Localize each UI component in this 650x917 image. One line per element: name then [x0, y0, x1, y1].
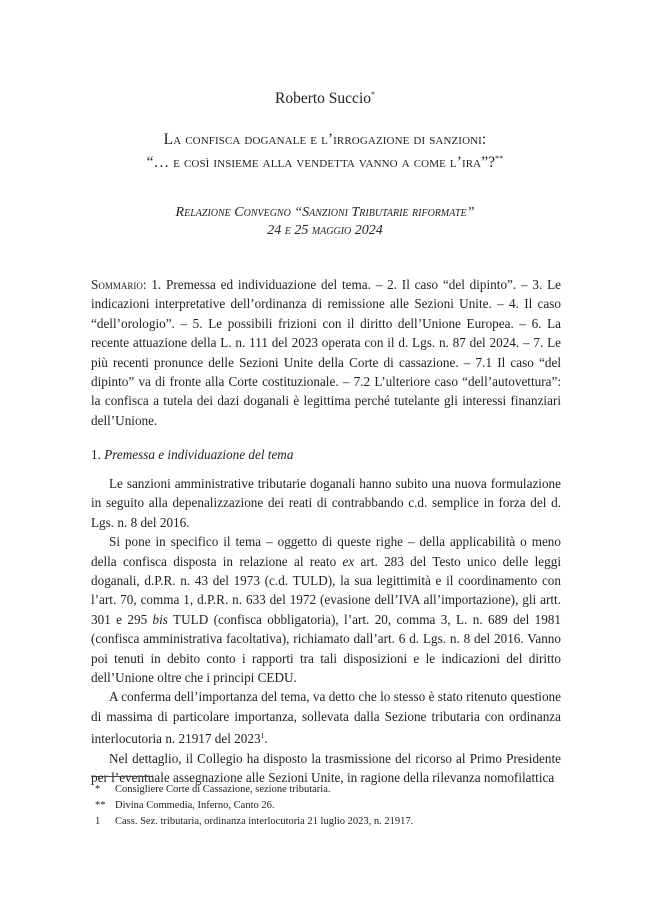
- footnote-divider: [91, 776, 153, 777]
- footnote-mark: *: [95, 784, 101, 795]
- title-footnote-mark[interactable]: **: [495, 154, 504, 163]
- author-text: Roberto Succio: [275, 90, 371, 107]
- p2-part-b: art. 283 del Testo unico delle leggi doganali, d.P.R. n. 43 del 1973 (c.d. TULD), la sua legittimità e il coordinamento con l’art. 70, comma 1, d.P.R. n. 633 del 1972 (evasione dell’IVA all’importazione), gli artt. 301 e 295: [91, 553, 561, 627]
- title-line-2-text: “… e così insieme alla vendetta vanno a come l’ira”?: [146, 154, 496, 171]
- footnote-text: Divina Commedia, Inferno, Canto 26.: [115, 800, 275, 811]
- p2-part-c: TULD (confisca obbligatoria), l’art. 20, comma 3, L. n. 689 del 1981 (confisca amministrativa facoltativa), richiamato dall’art. 6 d. Lgs. n. 8 del 2016. Vanno poi tenuti in debito conto i rapporti tra tali disposizioni e le indicazioni del diritto dell’Unione oltre che i principi CEDU.: [91, 611, 561, 686]
- p2-ex-italic: ex: [342, 553, 355, 569]
- body-paragraph-4: Nel dettaglio, il Collegio ha disposto la trasmissione del ricorso al Primo Presidente per l’eventuale assegnazione alle Sezioni Unite, in ragione della rilevanza nomofilattica: [91, 750, 561, 786]
- p2-part-a: Si pone in specifico il tema – oggetto di queste righe – della applicabilità o meno della confisca disposta in relazione al reato: [91, 534, 561, 569]
- footnotes: [91, 782, 561, 830]
- body-paragraph-1: Le sanzioni amministrative tributarie doganali hanno subito una nuova formulazione in seguito alla depenalizzazione dei reati di contrabbando c.d. semplice in forza del d. Lgs. n. 8 del 2016.: [91, 476, 561, 530]
- title-line-2: [40, 149, 610, 172]
- summary-text: : 1. Premessa ed individuazione del tema. – 2. Il caso “del dipinto”. – 3. Le indicazioni interpretative dell’ordinanza di remissione alle Sezioni Unite. – 4. Il caso “dell’orologio”. – 5. Le possibili frizioni con il diritto dell’Unione Europea. – 6. La recente attuazione della L. n. 111 del 2023 operata con il d. Lgs. n. 87 del 2024. – 7. Le più recenti pronunce delle Sezioni Unite della Corte di cassazione. – 7.1 Il caso “del dipinto” va di fronte alla Corte costituzionale. – 7.2 L’ulteriore caso “dell’autovettura”: la confisca a tutela dei dazi doganali è legittima perché tutelante gli interessi finanziari dell’Unione.: [91, 277, 561, 428]
- summary-label: Sommario: [91, 277, 143, 292]
- section-number: 1.: [91, 447, 101, 462]
- subtitle-line-2: 24 e 25 maggio 2024: [267, 223, 383, 238]
- author-name: [0, 90, 650, 108]
- footnote-ref-1[interactable]: 1: [260, 731, 265, 741]
- footnote-mark: **: [95, 800, 106, 811]
- p3-text: A conferma dell’importanza del tema, va detto che lo stesso è stato ritenuto questione di massima di particolare importanza, sollevata dalla Sezione tributaria con ordinanza interlocutoria n. 21917 del 2023: [91, 689, 561, 747]
- body-text: [91, 474, 561, 788]
- summary-paragraph: [91, 275, 561, 430]
- author-footnote-mark[interactable]: *: [371, 90, 375, 99]
- p3-end: .: [264, 731, 268, 747]
- subtitle-line-1: Relazione Convegno “Sanzioni Tributarie riformate”: [175, 205, 475, 220]
- footnote-item: [91, 798, 561, 814]
- footnote-item: [91, 782, 561, 798]
- article-subtitle: [40, 204, 610, 240]
- p2-bis-italic: bis: [152, 611, 168, 627]
- section-title-text: Premessa e individuazione del tema: [104, 447, 294, 462]
- article-title: [40, 130, 610, 172]
- body-paragraph-2: [91, 532, 561, 687]
- footnote-mark: 1: [95, 816, 101, 827]
- footnote-text: Consigliere Corte di Cassazione, sezione tributaria.: [115, 784, 331, 795]
- section-heading: [91, 446, 561, 464]
- body-paragraph-3: [91, 687, 561, 748]
- footnote-item: [91, 814, 561, 830]
- footnote-text: Cass. Sez. tributaria, ordinanza interlocutoria 21 luglio 2023, n. 21917.: [115, 816, 414, 827]
- title-line-1: La confisca doganale e l’irrogazione di sanzioni:: [163, 131, 487, 148]
